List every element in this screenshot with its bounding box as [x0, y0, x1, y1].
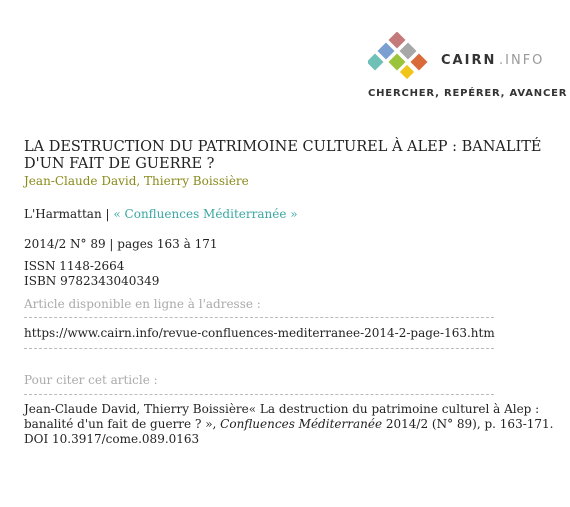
divider — [24, 317, 494, 318]
article-title: LA DESTRUCTION DU PATRIMOINE CULTUREL À ALEP : BANALITÉ D'UN FAIT DE GUERRE ? — [24, 139, 542, 172]
article-authors: Jean-Claude David, Thierry Boissière — [24, 174, 249, 188]
collection-link[interactable]: « Confluences Méditerranée » — [113, 207, 298, 221]
divider — [24, 394, 494, 395]
logo-tagline: CHERCHER, REPÉRER, AVANCER — [368, 88, 568, 99]
issn: ISSN 1148-2664 — [24, 259, 125, 273]
citation-doi: DOI 10.3917/come.089.0163 — [24, 432, 200, 446]
publisher-line — [24, 207, 298, 221]
isbn: ISBN 9782343040349 — [24, 274, 160, 288]
citation-part2: 2014/2 (N° 89), p. 163-171. — [382, 417, 554, 431]
publisher-name: L'Harmattan — [24, 207, 102, 221]
divider — [24, 348, 494, 349]
citation-part1: Jean-Claude David, Thierry Boissière« La destruction du patrimoine culturel à Alep : banalité d'un fait de guerre ? », — [24, 402, 540, 431]
cairn-diamonds-icon — [368, 32, 432, 82]
citation-journal: Confluences Méditerranée — [220, 417, 383, 431]
article-url[interactable]: https://www.cairn.info/revue-confluences-mediterranee-2014-2-page-163.htm — [24, 326, 495, 340]
logo-suffix: .INFO — [499, 53, 545, 68]
issue-info: 2014/2 N° 89 | pages 163 à 171 — [24, 237, 218, 251]
citation-text — [24, 402, 564, 447]
online-label: Article disponible en ligne à l'adresse : — [24, 297, 261, 311]
publisher-separator: | — [105, 207, 110, 221]
cairn-logo — [368, 32, 568, 102]
logo-brand: CAIRN — [441, 53, 497, 68]
cite-label: Pour citer cet article : — [24, 373, 158, 387]
